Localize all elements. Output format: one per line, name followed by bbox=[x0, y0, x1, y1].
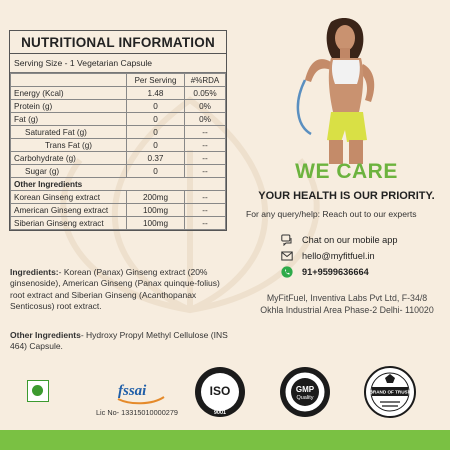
gmp-text: GMP bbox=[295, 385, 315, 394]
row-rda: -- bbox=[185, 191, 226, 204]
nutrition-grid bbox=[10, 73, 226, 230]
phone-contact[interactable] bbox=[281, 266, 369, 278]
address-line-2: Okhla Industrial Area Phase-2 Delhi- 110020 bbox=[260, 305, 434, 315]
query-text: For any query/help: Reach out to our experts bbox=[246, 209, 417, 219]
header-cell: #%RDA bbox=[185, 74, 226, 87]
we-care-headline: WE CARE bbox=[295, 160, 398, 183]
other-ingredients-label: Other Ingredients bbox=[10, 330, 81, 340]
priority-subheadline: YOUR HEALTH IS OUR PRIORITY. bbox=[258, 190, 435, 202]
bottom-brand-bar bbox=[0, 430, 450, 450]
other-ingredients-body: - Hydroxy Propyl Methyl Cellulose (INS 464) Capsule. bbox=[10, 330, 228, 352]
table-row bbox=[11, 152, 226, 165]
chat-contact[interactable] bbox=[281, 234, 398, 246]
iso-number: 9001 bbox=[213, 410, 227, 416]
row-value: 100mg bbox=[127, 217, 185, 230]
row-value: 0 bbox=[127, 100, 185, 113]
fitness-model-image bbox=[283, 14, 395, 164]
phone-label: 91+9599636664 bbox=[302, 267, 369, 277]
row-name: American Ginseng extract bbox=[11, 204, 127, 217]
row-value: 0 bbox=[127, 113, 185, 126]
row-rda: -- bbox=[185, 165, 226, 178]
row-value: 100mg bbox=[127, 204, 185, 217]
row-rda: -- bbox=[185, 217, 226, 230]
other-ingredients-heading-row bbox=[11, 178, 226, 191]
row-rda: -- bbox=[185, 126, 226, 139]
veg-dot bbox=[32, 385, 43, 396]
license-number: Lic No- 13315010000279 bbox=[96, 408, 178, 417]
other-ingredients-heading: Other Ingredients bbox=[11, 178, 226, 191]
row-name: Trans Fat (g) bbox=[11, 139, 127, 152]
chat-icon bbox=[281, 234, 293, 246]
nutrition-title: NUTRITIONAL INFORMATION bbox=[10, 31, 226, 54]
header-cell bbox=[11, 74, 127, 87]
phone-icon bbox=[281, 266, 293, 278]
row-name: Sugar (g) bbox=[11, 165, 127, 178]
table-row bbox=[11, 191, 226, 204]
email-label: hello@myfitfuel.in bbox=[302, 251, 375, 261]
company-address bbox=[244, 292, 450, 316]
email-contact[interactable] bbox=[281, 250, 375, 262]
row-rda: 0% bbox=[185, 100, 226, 113]
row-name: Energy (Kcal) bbox=[11, 87, 127, 100]
row-value: 1.48 bbox=[127, 87, 185, 100]
gmp-quality-text: Quality bbox=[296, 395, 314, 401]
email-icon bbox=[281, 250, 293, 262]
brand-of-trust-badge-icon bbox=[364, 366, 416, 418]
row-name: Siberian Ginseng extract bbox=[11, 217, 127, 230]
brand-of-trust-text: BRAND OF TRUST bbox=[369, 389, 411, 395]
row-value: 0 bbox=[127, 126, 185, 139]
row-rda: 0.05% bbox=[185, 87, 226, 100]
row-name: Fat (g) bbox=[11, 113, 127, 126]
row-value: 0 bbox=[127, 165, 185, 178]
table-header-row bbox=[11, 74, 226, 87]
address-line-1: MyFitFuel, Inventiva Labs Pvt Ltd, F-34/8 bbox=[266, 293, 428, 303]
row-value: 0.37 bbox=[127, 152, 185, 165]
iso-badge-icon bbox=[194, 366, 246, 418]
table-row bbox=[11, 139, 226, 152]
table-row bbox=[11, 126, 226, 139]
other-ingredients-text bbox=[10, 330, 232, 353]
gmp-badge-icon bbox=[279, 366, 331, 418]
table-row bbox=[11, 204, 226, 217]
iso-text: ISO bbox=[209, 384, 231, 398]
ingredients-label: Ingredients: bbox=[10, 267, 59, 277]
table-row bbox=[11, 165, 226, 178]
row-value: 200mg bbox=[127, 191, 185, 204]
fssai-logo bbox=[112, 377, 170, 407]
serving-size: Serving Size - 1 Vegetarian Capsule bbox=[10, 54, 226, 73]
nutrition-table bbox=[9, 30, 227, 231]
row-name: Protein (g) bbox=[11, 100, 127, 113]
row-rda: -- bbox=[185, 152, 226, 165]
row-value: 0 bbox=[127, 139, 185, 152]
fssai-text: fssai bbox=[118, 383, 147, 399]
table-row bbox=[11, 100, 226, 113]
ingredients-body: - Korean (Panax) Ginseng extract (20% ginsenoside), American Ginseng (Panax quinque-folius) root extract and Siberian Ginseng (Acanthopanax Senticosus) root extract. bbox=[10, 267, 220, 311]
row-name: Korean Ginseng extract bbox=[11, 191, 127, 204]
table-row bbox=[11, 217, 226, 230]
table-row bbox=[11, 87, 226, 100]
header-cell: Per Serving bbox=[127, 74, 185, 87]
vegetarian-mark-icon bbox=[27, 380, 49, 402]
ingredients-text bbox=[10, 267, 232, 312]
row-name: Carbohydrate (g) bbox=[11, 152, 127, 165]
row-rda: -- bbox=[185, 204, 226, 217]
table-row bbox=[11, 113, 226, 126]
row-name: Saturated Fat (g) bbox=[11, 126, 127, 139]
row-rda: 0% bbox=[185, 113, 226, 126]
chat-label: Chat on our mobile app bbox=[302, 235, 398, 245]
row-rda: -- bbox=[185, 139, 226, 152]
